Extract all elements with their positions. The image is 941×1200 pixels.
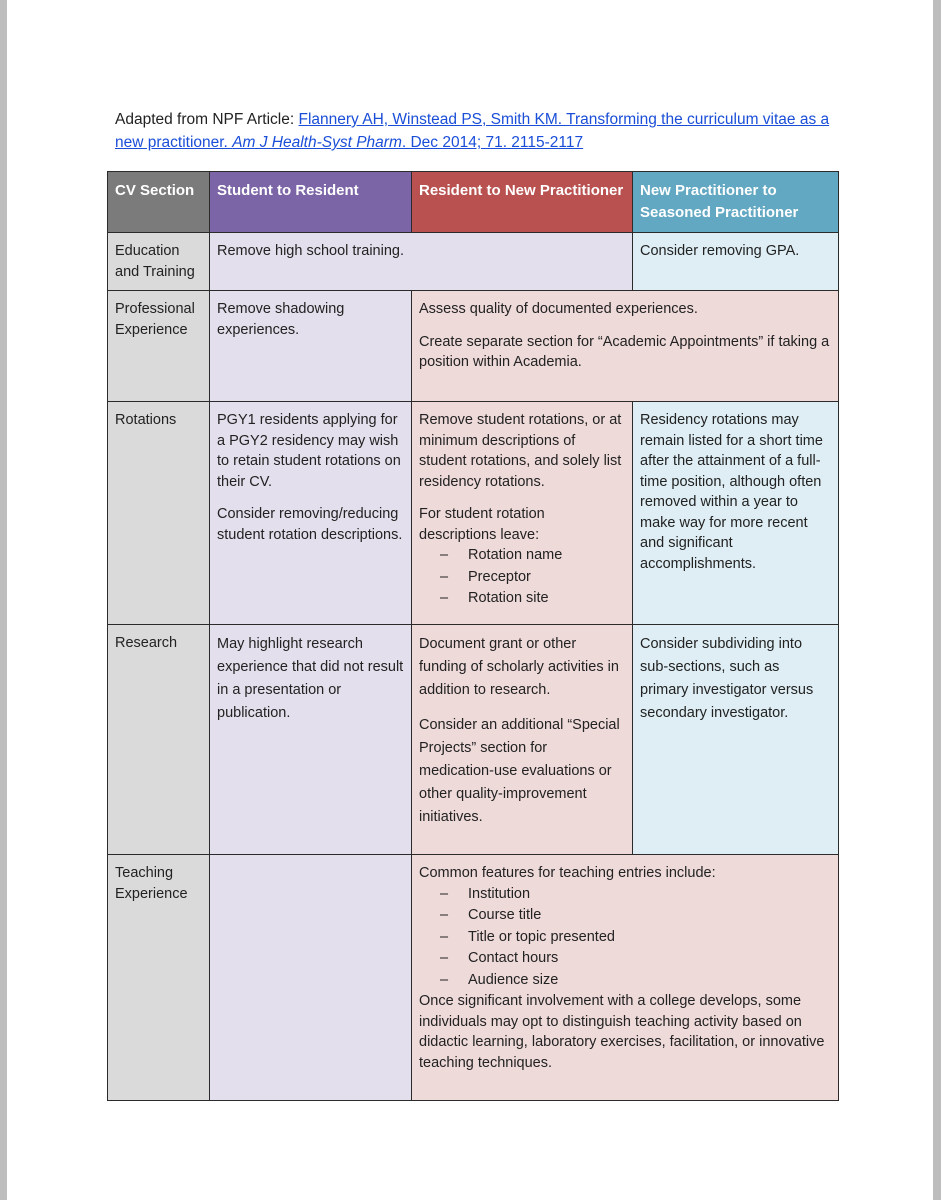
research-resident-text-1: Document grant or other funding of scholarly activities in addition to research. bbox=[419, 636, 619, 698]
list-item: – Audience size bbox=[419, 970, 831, 992]
cell-research-resident bbox=[412, 625, 633, 855]
citation-prefix: Adapted from NPF Article: bbox=[115, 111, 299, 128]
cv-transition-table bbox=[107, 171, 839, 1101]
rotations-student-text-1: PGY1 residents applying for a PGY2 residency may wish to retain student rotations on their CV. bbox=[217, 412, 401, 490]
cell-education-student-resident: Remove high school training. bbox=[210, 233, 633, 291]
header-resident-to-new-practitioner: Resident to New Practitioner bbox=[412, 172, 633, 233]
professional-later-text-2: Create separate section for “Academic Appointments” if taking a position within Academia. bbox=[419, 333, 830, 370]
header-row bbox=[108, 172, 839, 233]
rotations-resident-text-1: Remove student rotations, or at minimum descriptions of student rotations, and solely list residency rotations. bbox=[419, 412, 622, 490]
header-student-to-resident: Student to Resident bbox=[210, 172, 412, 233]
list-item: – Institution bbox=[419, 884, 831, 906]
research-seasoned-text: Consider subdividing into sub-sections, such as primary investigator versus secondary investigator. bbox=[640, 636, 814, 721]
cell-teaching-student bbox=[210, 855, 412, 1101]
research-resident-text-2: Consider an additional “Special Projects” section for medication-use evaluations or other quality-improvement initiatives. bbox=[419, 717, 620, 825]
citation-journal: Am J Health-Syst Pharm bbox=[232, 134, 402, 151]
list-item: – Rotation site bbox=[419, 588, 625, 610]
header-cv-section: CV Section bbox=[108, 172, 210, 233]
research-student-text: May highlight research experience that did not result in a presentation or publication. bbox=[217, 636, 404, 721]
document-page bbox=[7, 0, 933, 1200]
table-row-teaching bbox=[108, 855, 839, 1101]
rotations-student-text-2: Consider removing/reducing student rotation descriptions. bbox=[217, 506, 403, 543]
cell-research-seasoned bbox=[633, 625, 839, 855]
cell-teaching-later bbox=[412, 855, 839, 1101]
professional-later-text-1: Assess quality of documented experiences. bbox=[419, 301, 698, 317]
cell-rotations-seasoned: Residency rotations may remain listed for a short time after the attainment of a full-time position, although often removed within a year to make way for more recent and significant accomplishments. bbox=[633, 402, 839, 625]
section-education: Education and Training bbox=[108, 233, 210, 291]
rotations-resident-text-2: For student rotation descriptions leave: bbox=[419, 506, 545, 543]
section-professional: Professional Experience bbox=[108, 291, 210, 402]
section-research: Research bbox=[108, 625, 210, 855]
header-new-to-seasoned-practitioner: New Practitioner to Seasoned Practitioner bbox=[633, 172, 839, 233]
citation-link-text-2: . Dec 2014; 71. 2115-2117 bbox=[401, 134, 584, 151]
list-item: – Course title bbox=[419, 905, 831, 927]
list-item: – Rotation name bbox=[419, 545, 625, 567]
table-row-professional bbox=[108, 291, 839, 402]
section-teaching: Teaching Experience bbox=[108, 855, 210, 1101]
cell-rotations-resident bbox=[412, 402, 633, 625]
section-rotations: Rotations bbox=[108, 402, 210, 625]
list-item: – Title or topic presented bbox=[419, 927, 831, 949]
cell-professional-student: Remove shadowing experiences. bbox=[210, 291, 412, 402]
rotations-resident-list bbox=[419, 545, 625, 610]
cell-professional-later bbox=[412, 291, 839, 402]
list-item: – Contact hours bbox=[419, 948, 831, 970]
table-row-education bbox=[108, 233, 839, 291]
table-row-research bbox=[108, 625, 839, 855]
citation-link-text-1: Flannery AH, Winstead PS, Smith KM. Transforming the curriculum vitae as a new practitioner. bbox=[115, 111, 830, 151]
cell-education-seasoned: Consider removing GPA. bbox=[633, 233, 839, 291]
cell-rotations-student bbox=[210, 402, 412, 625]
teaching-later-intro: Common features for teaching entries include: bbox=[419, 865, 716, 881]
list-item: – Preceptor bbox=[419, 567, 625, 589]
cell-research-student bbox=[210, 625, 412, 855]
citation bbox=[115, 108, 835, 154]
table-row-rotations bbox=[108, 402, 839, 625]
teaching-later-list bbox=[419, 884, 831, 992]
teaching-later-outro: Once significant involvement with a college develops, some individuals may opt to distinguish teaching activity based on didactic learning, laboratory exercises, facilitation, or innovative teaching techniques. bbox=[419, 993, 825, 1071]
